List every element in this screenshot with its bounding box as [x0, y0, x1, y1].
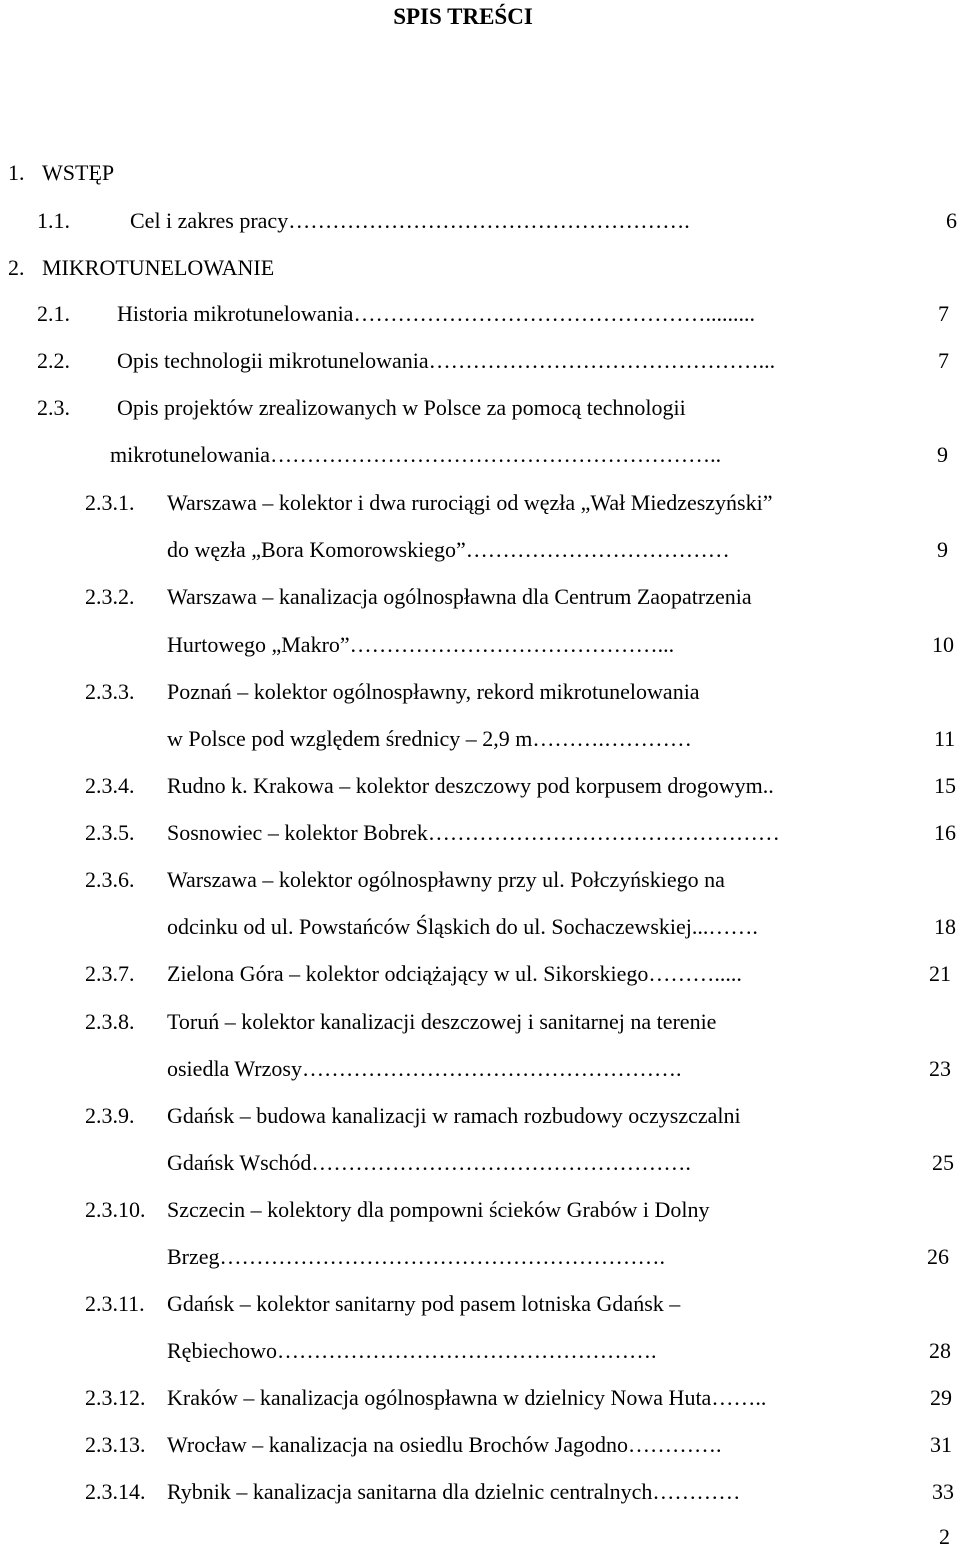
entry-page: 29 — [930, 1385, 952, 1410]
entry-title: Historia mikrotunelowania — [117, 301, 354, 326]
entry-title: Warszawa – kolektor i dwa rurociągi od węzła „Wał Miedzeszyński” — [167, 490, 773, 515]
entry-number: 2.3.5. — [85, 820, 135, 845]
entry-title: Rybnik – kanalizacja sanitarna dla dzielnic centralnych — [167, 1479, 653, 1504]
entry-number: 2.3.2. — [85, 584, 135, 609]
dot-leader: ……………………………………... — [349, 632, 675, 657]
entry-page: 28 — [929, 1338, 951, 1363]
dot-leader: ……………………………………………………. — [219, 1244, 666, 1269]
entry-number: 2.3.9. — [85, 1103, 135, 1128]
entry-number: 2.3.1. — [85, 490, 135, 515]
dot-leader: ……………………………………………. — [311, 1150, 691, 1175]
entry-title: MIKROTUNELOWANIE — [42, 255, 275, 280]
entry-number: 2.3.6. — [85, 867, 135, 892]
entry-page: 33 — [932, 1479, 954, 1504]
entry-title: WSTĘP — [42, 160, 115, 185]
entry-page: 6 — [946, 208, 957, 233]
entry-title: Gdańsk – kolektor sanitarny pod pasem lotniska Gdańsk – — [167, 1291, 681, 1316]
dot-leader: …….. — [711, 1385, 767, 1410]
entry-number: 2.3.11. — [85, 1291, 145, 1316]
entry-page: 9 — [937, 442, 948, 467]
entry-number: 2.3.8. — [85, 1009, 135, 1034]
entry-title: Zielona Góra – kolektor odciążający w ul. Sikorskiego — [167, 961, 649, 986]
entry-number: 2.3.14. — [85, 1479, 146, 1504]
entry-page: 11 — [934, 726, 956, 751]
entry-title: w Polsce pod względem średnicy – 2,9 m — [167, 726, 533, 751]
dot-leader: …………………………………………......... — [353, 301, 755, 326]
entry-page: 10 — [932, 632, 954, 657]
entry-title: Kraków – kanalizacja ogólnospławna w dzielnicy Nowa Huta — [167, 1385, 712, 1410]
entry-page: 21 — [929, 961, 951, 986]
entry-title: osiedla Wrzosy — [167, 1056, 302, 1081]
entry-number: 2.2. — [37, 348, 70, 373]
page-title: SPIS TREŚCI — [393, 4, 533, 29]
entry-title: Szczecin – kolektory dla pompowni ścieków Grabów i Dolny — [167, 1197, 710, 1222]
entry-title: Poznań – kolektor ogólnospławny, rekord mikrotunelowania — [167, 679, 700, 704]
entry-title: Gdańsk Wschód — [167, 1150, 312, 1175]
entry-page: 15 — [934, 773, 956, 798]
dot-leader: ……………………………………………. — [301, 1056, 682, 1081]
entry-number: 2.3.7. — [85, 961, 135, 986]
entry-title: do węzła „Bora Komorowskiego” — [167, 537, 466, 562]
dot-leader: ……………………………………………. — [276, 1338, 657, 1363]
entry-title: Opis projektów zrealizowanych w Polsce za pomocą technologii — [117, 395, 686, 420]
entry-title: odcinku od ul. Powstańców Śląskich do ul. Sochaczewskiej... — [167, 914, 709, 939]
entry-number: 2.3. — [37, 395, 70, 420]
entry-page: 9 — [937, 537, 948, 562]
entry-page: 26 — [927, 1244, 949, 1269]
entry-title: Rudno k. Krakowa – kolektor deszczowy pod korpusem drogowym.. — [167, 773, 774, 798]
entry-title: Gdańsk – budowa kanalizacji w ramach rozbudowy oczyszczalni — [167, 1103, 741, 1128]
entry-number: 2.3.3. — [85, 679, 135, 704]
entry-number: 2.3.10. — [85, 1197, 146, 1222]
dot-leader: ………………………………………... — [428, 348, 776, 373]
entry-page: 31 — [930, 1432, 952, 1457]
entry-title: Toruń – kolektor kanalizacji deszczowej i sanitarnej na terenie — [167, 1009, 717, 1034]
dot-leader: ………………………………………… — [427, 820, 780, 845]
entry-page: 16 — [934, 820, 956, 845]
entry-number: 2.3.4. — [85, 773, 135, 798]
page-number: 2 — [939, 1524, 950, 1549]
entry-title: Wrocław – kanalizacja na osiedlu Brochów Jagodno — [167, 1432, 628, 1457]
entry-title: Sosnowiec – kolektor Bobrek — [167, 820, 428, 845]
entry-number: 2.3.13. — [85, 1432, 146, 1457]
entry-page: 23 — [929, 1056, 951, 1081]
entry-page: 18 — [934, 914, 956, 939]
entry-title: Hurtowego „Makro” — [167, 632, 350, 657]
dot-leader: ………………………………………………. — [288, 208, 690, 233]
entry-title: Warszawa – kanalizacja ogólnospławna dla Centrum Zaopatrzenia — [167, 584, 752, 609]
entry-title: Rębiechowo — [167, 1338, 277, 1363]
dot-leader: ………… — [652, 1479, 741, 1504]
entry-number: 2.3.12. — [85, 1385, 146, 1410]
dot-leader: …………. — [627, 1432, 722, 1457]
dot-leader: …………………………………………………….. — [270, 442, 722, 467]
dot-leader: ………..... — [648, 961, 742, 986]
dot-leader: ……. — [708, 914, 758, 939]
dot-leader: ……………………………… — [465, 537, 730, 562]
entry-title: Brzeg — [167, 1244, 220, 1269]
entry-page: 25 — [932, 1150, 954, 1175]
dot-leader: ……….………… — [532, 726, 692, 751]
entry-page: 7 — [938, 348, 949, 373]
entry-title: Warszawa – kolektor ogólnospławny przy ul. Połczyńskiego na — [167, 867, 725, 892]
entry-number: 2. — [8, 255, 25, 280]
entry-title: mikrotunelowania — [110, 442, 271, 467]
entry-page: 7 — [938, 301, 949, 326]
entry-number: 1. — [8, 160, 25, 185]
entry-number: 2.1. — [37, 301, 70, 326]
entry-title: Opis technologii mikrotunelowania — [117, 348, 429, 373]
entry-number: 1.1. — [37, 208, 70, 233]
entry-title: Cel i zakres pracy — [130, 208, 289, 233]
